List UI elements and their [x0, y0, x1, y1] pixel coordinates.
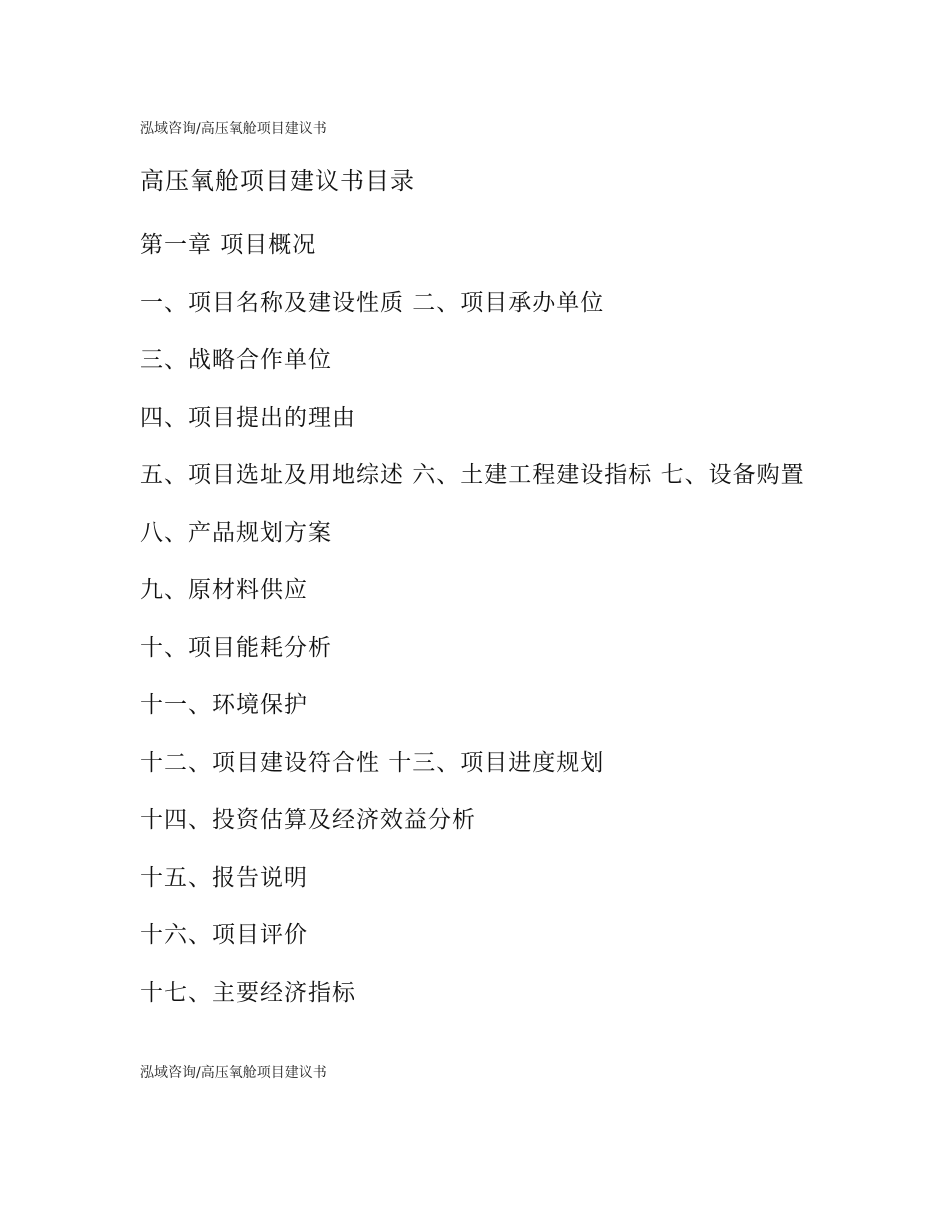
- toc-entry: 十四、投资估算及经济效益分析: [140, 807, 476, 833]
- toc-entry: 十、项目能耗分析: [140, 634, 332, 661]
- toc-entry: 十一、环境保护: [140, 692, 308, 718]
- toc-entry: 十六、项目评价: [140, 922, 308, 948]
- toc-entry: 三、战略合作单位: [140, 347, 332, 373]
- toc-entry: 一、项目名称及建设性质 二、项目承办单位: [140, 289, 605, 316]
- toc-entry: 十二、项目建设符合性 十三、项目进度规划: [140, 749, 605, 776]
- toc-entry: 十七、主要经济指标: [140, 979, 356, 1006]
- table-of-contents: [140, 225, 820, 1030]
- toc-entry: 十五、报告说明: [140, 864, 308, 891]
- toc-entry: 四、项目提出的理由: [140, 404, 356, 431]
- running-footer: 泓域咨询/高压氧舱项目建议书: [140, 1065, 327, 1081]
- toc-entry: 九、原材料供应: [140, 577, 308, 603]
- toc-entry: 第一章 项目概况: [140, 232, 317, 258]
- toc-entry: 五、项目选址及用地综述 六、土建工程建设指标 七、设备购置: [140, 462, 805, 488]
- document-title: 高压氧舱项目建议书目录: [140, 167, 415, 195]
- toc-entry: 八、产品规划方案: [140, 519, 332, 546]
- running-header: 泓域咨询/高压氧舱项目建议书: [140, 121, 327, 137]
